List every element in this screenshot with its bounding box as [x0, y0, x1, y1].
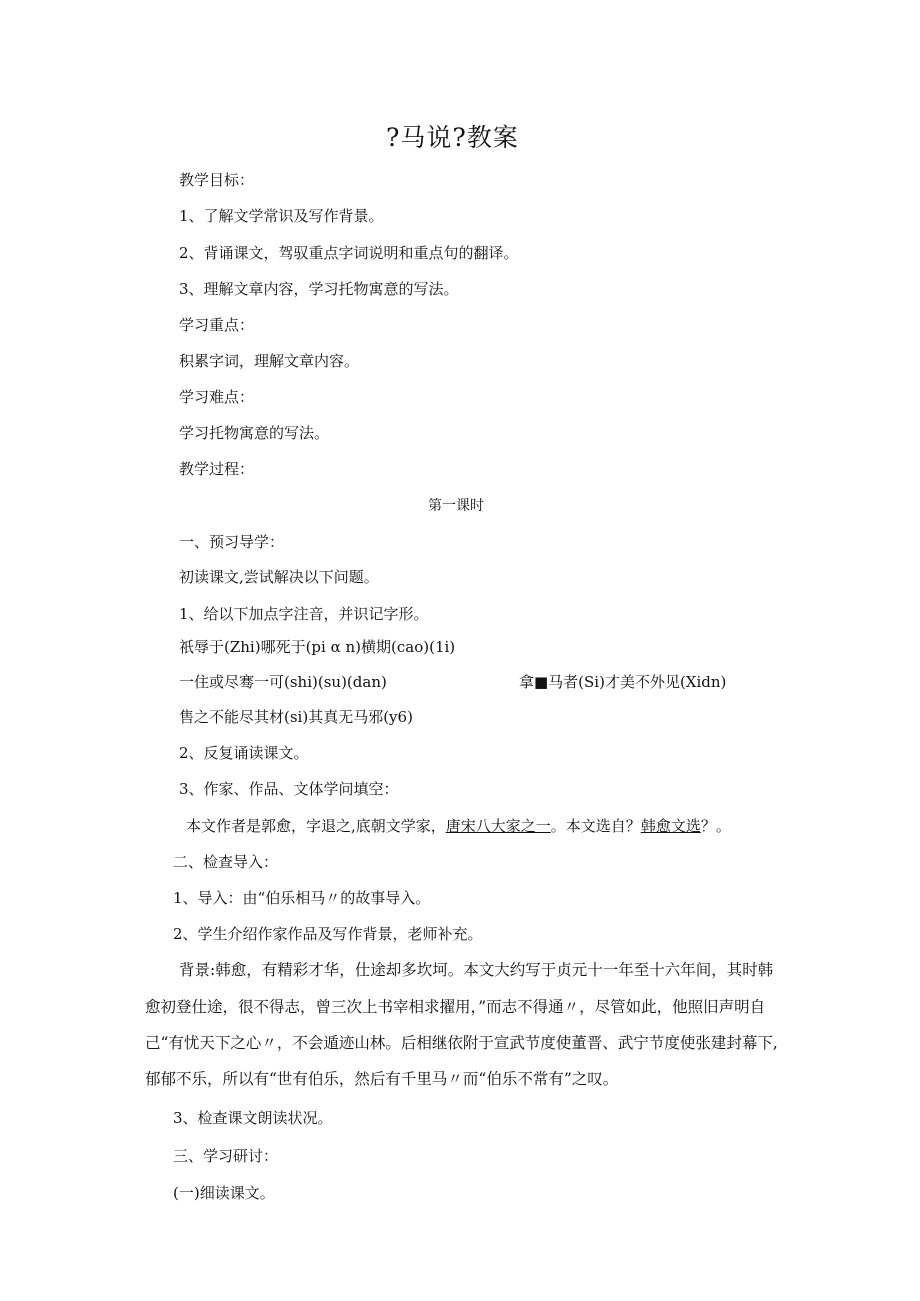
author-text: 本文作者是郭愈，字退之,底朝文学家，	[186, 817, 446, 835]
focus-heading: 学习重点：	[179, 316, 255, 334]
background-line: 郁郁不乐，所以有“世有伯乐，然后有千里马〃而“伯乐不常有”之叹。	[145, 1070, 619, 1088]
check-item: 2、学生介绍作家作品及写作背景，老师补充。	[173, 925, 483, 943]
collection-link: 韩愈文选	[640, 817, 701, 835]
check-heading: 二、检查导入：	[173, 853, 279, 871]
page-title: ?马说?教案	[386, 123, 519, 152]
difficulty-heading: 学习难点：	[179, 388, 255, 406]
difficulty-text: 学习托物寓意的写法。	[179, 424, 330, 442]
pinyin-line: 售之不能尽其材(si)其真无马邪(y6)	[179, 708, 413, 726]
preview-heading: 一、预习导学：	[179, 533, 285, 551]
pinyin-line-right: 拿■马者(Si)才美不外见(Xidn)	[519, 673, 727, 691]
tang-song-link: 唐宋八大家之一	[445, 817, 551, 835]
background-line: 愈初登仕途，很不得志，曾三次上书宰相求擢用，”而志不得通〃，尽管如此，他照旧声明自	[145, 998, 766, 1016]
goal-item: 3、理解文章内容，学习托物寓意的写法。	[179, 280, 459, 298]
background-line: 背景:韩愈，有精彩才华，仕途却多坎坷。本文大约写于贞元十一年至十六年间，其时韩	[179, 961, 774, 979]
preview-intro: 初读课文,尝试解决以下问题。	[179, 568, 379, 586]
pinyin-task: 1、给以下加点字注音，并识记字形。	[179, 605, 429, 623]
goal-item: 2、背诵课文，驾驭重点字词说明和重点句的翻译。	[179, 244, 519, 262]
author-line	[186, 816, 731, 836]
close-read: (一)细读课文。	[173, 1184, 275, 1202]
focus-text: 积累字词，理解文章内容。	[179, 352, 360, 370]
check-item: 1、导入：由“伯乐相马〃的故事导入。	[173, 889, 431, 907]
lesson-title: 第一课时	[428, 498, 484, 514]
author-text: ？。	[700, 817, 731, 835]
author-text: 。本文选自？	[550, 817, 641, 835]
pinyin-line-left: 一住或尽骞一可(shi)(su)(dan)	[179, 673, 387, 691]
goals-heading: 教学目标：	[179, 171, 255, 189]
recite-task: 2、反复诵读课文。	[179, 744, 309, 762]
background-line: 己“有忧天下之心〃，不会遁迹山林。后相继依附于宣武节度使董晋、武宁节度使张建封幕下,	[145, 1034, 778, 1052]
goal-item: 1、了解文学常识及写作背景。	[179, 207, 384, 225]
pinyin-line: 祇辱于(Zhi)哪死于(pi α n)横期(cao)(1i)	[179, 638, 456, 656]
process-heading: 教学过程：	[179, 460, 255, 478]
reading-check: 3、检查课文朗读状况。	[173, 1109, 333, 1127]
fill-task: 3、作家、作品、文体学问填空：	[179, 780, 399, 798]
study-heading: 三、学习研讨：	[173, 1147, 279, 1165]
